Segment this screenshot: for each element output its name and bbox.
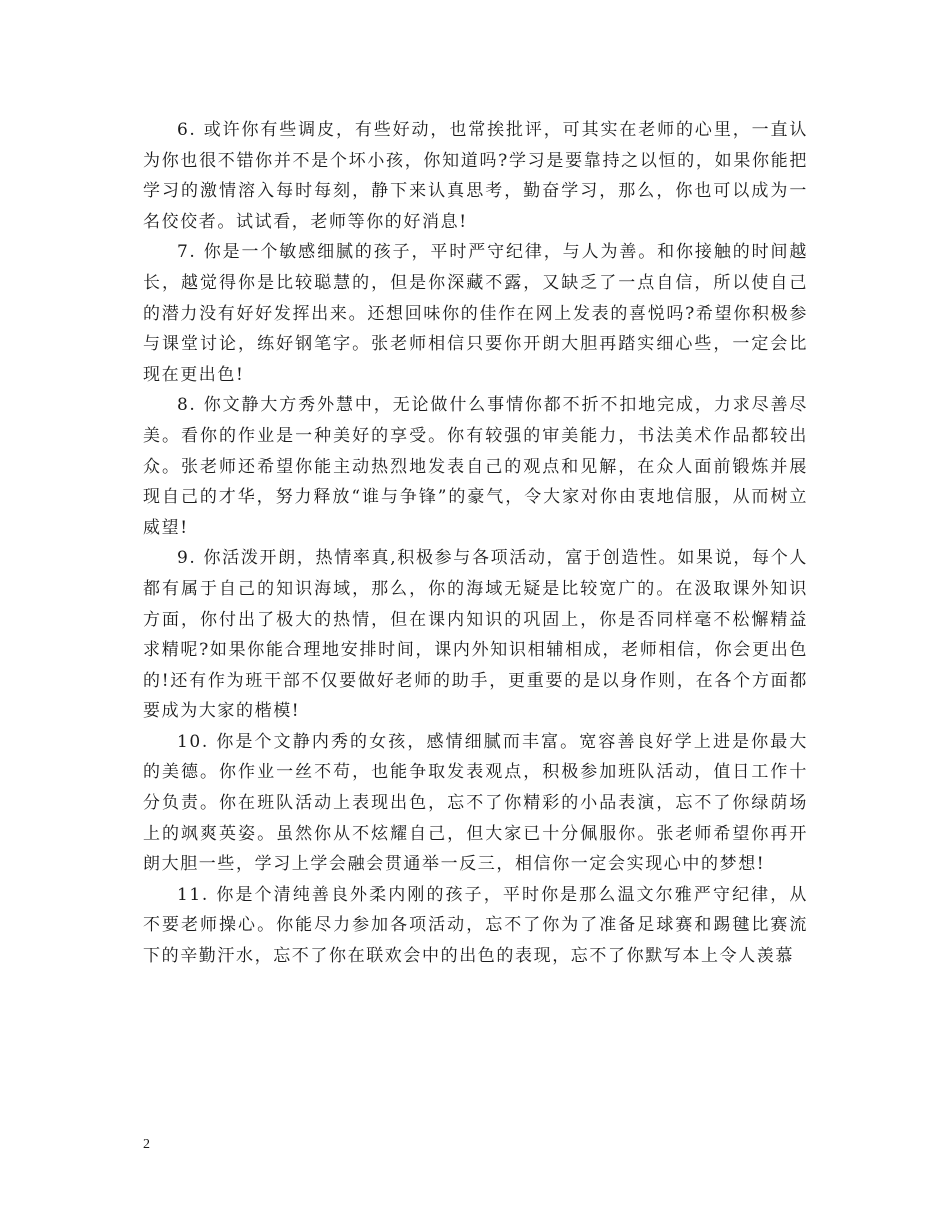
document-body (143, 115, 808, 972)
comment-paragraph-6: 6. 或许你有些调皮，有些好动，也常挨批评，可其实在老师的心里，一直认为你也很不错你并不是个坏小孩，你知道吗?学习是要靠持之以恒的，如果你能把学习的激情溶入每时每刻，静下来认真思考，勤奋学习，那么，你也可以成为一名佼佼者。试试看，老师等你的好消息! (143, 120, 808, 232)
comment-paragraph-11: 11. 你是个清纯善良外柔内刚的孩子，平时你是那么温文尔雅严守纪律，从不要老师操心。你能尽力参加各项活动，忘不了你为了准备足球赛和踢毽比赛流下的辛勤汗水，忘不了你在联欢会中的出色的表现，忘不了你默写本上令人羡慕 (143, 884, 808, 967)
comment-paragraph-8: 8. 你文静大方秀外慧中，无论做什么事情你都不折不扣地完成，力求尽善尽美。看你的作业是一种美好的享受。你有较强的审美能力，书法美术作品都较出众。张老师还希望你能主动热烈地发表自己的观点和见解，在众人面前锻炼并展现自己的才华，努力释放“谁与争锋”的豪气，令大家对你由衷地信服，从而树立威望! (143, 395, 808, 538)
comment-paragraph-9: 9. 你活泼开朗，热情率真,积极参与各项活动，富于创造性。如果说，每个人都有属于自己的知识海域，那么，你的海域无疑是比较宽广的。在汲取课外知识方面，你付出了极大的热情，但在课内知识的巩固上，你是否同样毫不松懈精益求精呢?如果你能合理地安排时间，课内外知识相辅相成，老师相信，你会更出色的!还有作为班干部不仅要做好老师的助手，更重要的是以身作则，在各个方面都要成为大家的楷模! (143, 548, 808, 722)
page-number: 2 (143, 1137, 150, 1152)
comment-paragraph-7: 7. 你是一个敏感细腻的孩子，平时严守纪律，与人为善。和你接触的时间越长，越觉得你是比较聪慧的，但是你深藏不露，又缺乏了一点自信，所以使自己的潜力没有好好发挥出来。还想回味你的佳作在网上发表的喜悦吗?希望你积极参与课堂讨论，练好钢笔字。张老师相信只要你开朗大胆再踏实细心些，一定会比现在更出色! (143, 242, 808, 385)
comment-paragraph-10: 10. 你是个文静内秀的女孩，感情细腻而丰富。宽容善良好学上进是你最大的美德。你作业一丝不苟，也能争取发表观点，积极参加班队活动，值日工作十分负责。你在班队活动上表现出色，忘不了你精彩的小品表演，忘不了你绿荫场上的飒爽英姿。虽然你从不炫耀自己，但大家已十分佩服你。张老师希望你再开朗大胆一些，学习上学会融会贯通举一反三，相信你一定会实现心中的梦想! (143, 731, 808, 875)
